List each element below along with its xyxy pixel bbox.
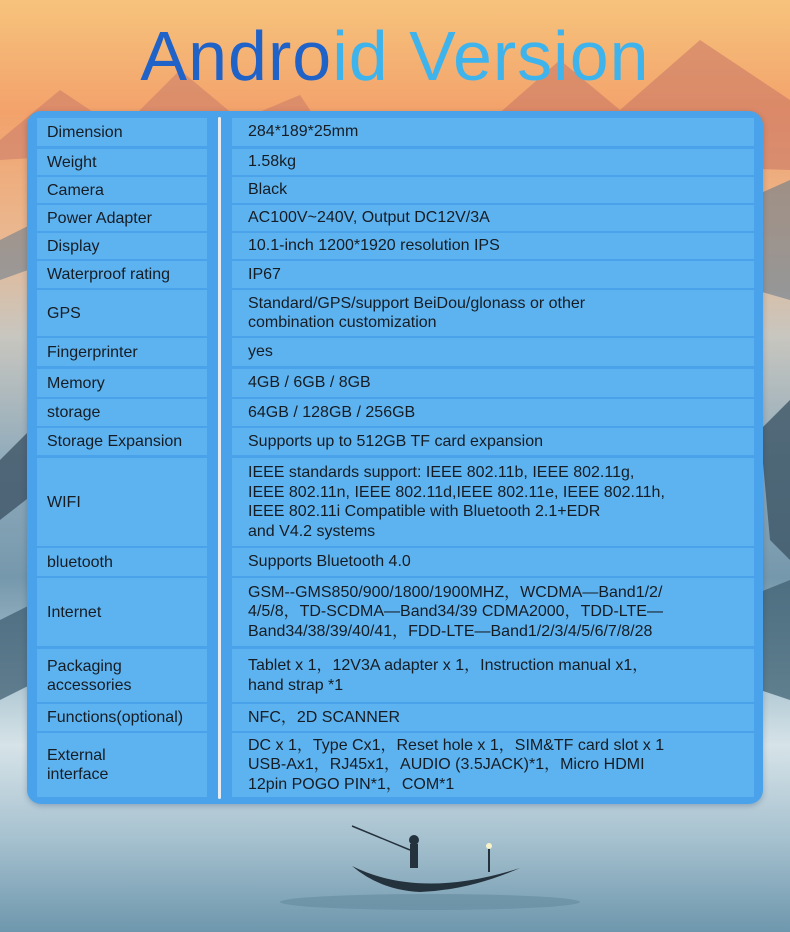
spec-label: External interface bbox=[37, 733, 207, 797]
spec-value: Tablet x 1，12V3A adapter x 1，Instruction manual x1， hand strap *1 bbox=[232, 649, 754, 702]
page-title: Android Version bbox=[140, 17, 650, 95]
spec-label: Internet bbox=[37, 578, 207, 646]
spec-label: Storage Expansion bbox=[37, 428, 207, 455]
spec-label: GPS bbox=[37, 290, 207, 336]
spec-label: Weight bbox=[37, 149, 207, 175]
spec-label: Functions(optional) bbox=[37, 704, 207, 731]
spec-label: Waterproof rating bbox=[37, 261, 207, 288]
spec-label: Packaging accessories bbox=[37, 649, 207, 702]
spec-value: Standard/GPS/support BeiDou/glonass or other combination customization bbox=[232, 290, 754, 336]
spec-label: Camera bbox=[37, 177, 207, 203]
spec-value: 64GB / 128GB / 256GB bbox=[232, 399, 754, 426]
spec-value: Supports Bluetooth 4.0 bbox=[232, 548, 754, 576]
spec-value: yes bbox=[232, 338, 754, 366]
spec-value: Supports up to 512GB TF card expansion bbox=[232, 428, 754, 455]
spec-value: IEEE standards support: IEEE 802.11b, IEEE 802.11g, IEEE 802.11n, IEEE 802.11d,IEEE 802.11e, IEEE 802.11h, IEEE 802.11i Compatible with Bluetooth 2.1+EDR and V4.2 systems bbox=[232, 458, 754, 546]
spec-label: storage bbox=[37, 399, 207, 426]
spec-value: Black bbox=[232, 177, 754, 203]
spec-value: AC100V~240V, Output DC12V/3A bbox=[232, 205, 754, 231]
spec-value: 4GB / 6GB / 8GB bbox=[232, 369, 754, 397]
spec-label: Memory bbox=[37, 369, 207, 397]
spec-value: 1.58kg bbox=[232, 149, 754, 175]
spec-label: WIFI bbox=[37, 458, 207, 546]
spec-label: Display bbox=[37, 233, 207, 259]
spec-value: GSM--GMS850/900/1800/1900MHZ，WCDMA—Band1/2/ 4/5/8，TD-SCDMA—Band34/39 CDMA2000，TDD-LTE— Band34/38/39/40/41，FDD-LTE—Band1/2/3/4/5/6/7/8/28 bbox=[232, 578, 754, 646]
spec-label: Fingerprinter bbox=[37, 338, 207, 366]
spec-label: Power Adapter bbox=[37, 205, 207, 231]
spec-value: DC x 1，Type Cx1，Reset hole x 1，SIM&TF card slot x 1 USB-Ax1，RJ45x1，AUDIO (3.5JACK)*1，Micro HDMI 12pin POGO PIN*1，COM*1 bbox=[232, 733, 754, 797]
spec-value: 10.1-inch 1200*1920 resolution IPS bbox=[232, 233, 754, 259]
spec-label: Dimension bbox=[37, 118, 207, 146]
spec-value: 284*189*25mm bbox=[232, 118, 754, 146]
spec-value: NFC，2D SCANNER bbox=[232, 704, 754, 731]
spec-label: bluetooth bbox=[37, 548, 207, 576]
spec-value: IP67 bbox=[232, 261, 754, 288]
